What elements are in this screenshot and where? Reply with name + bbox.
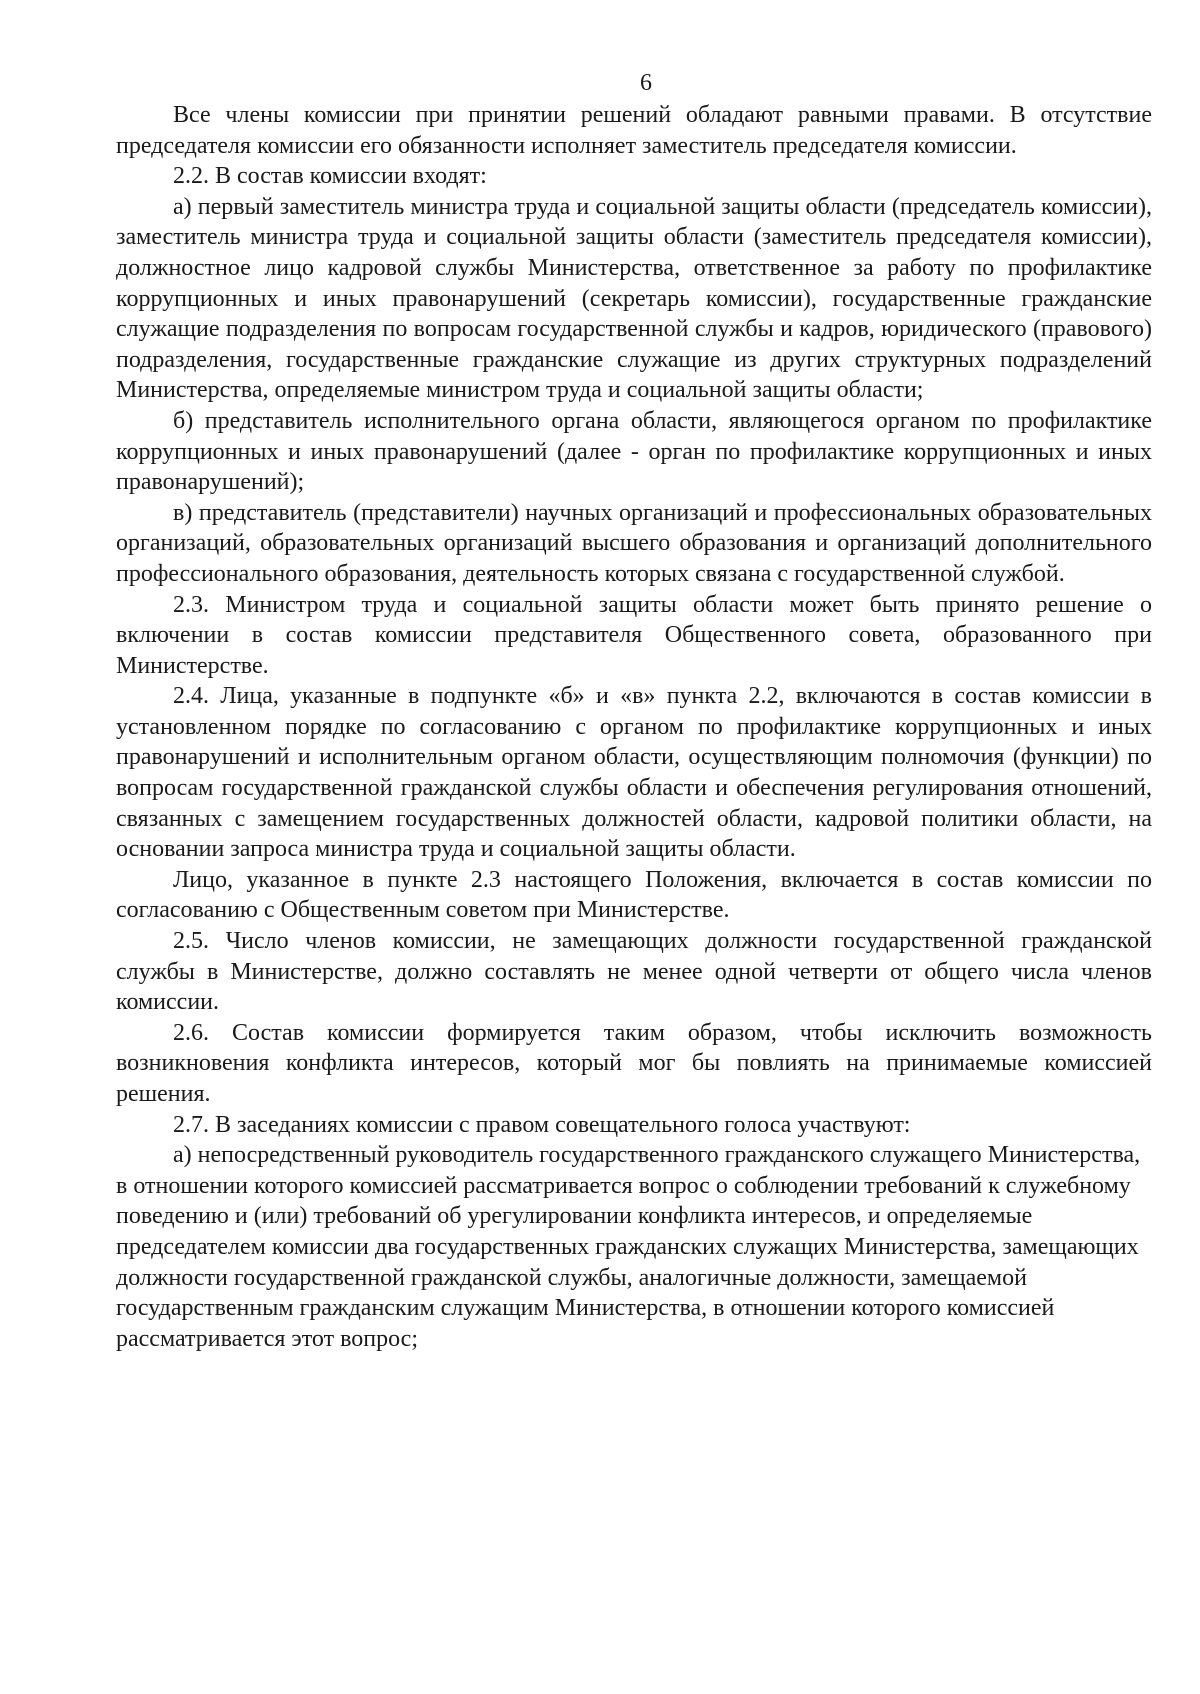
page-number: 6 — [640, 70, 652, 96]
paragraph-2-2-v: в) представитель (представители) научных организаций и профессиональных образовательных организаций, образовательных организаций высшего образования и организаций дополнительного профессионального образования, деятельность которых связана с государственной службой. — [116, 499, 1152, 587]
paragraph-2-2: 2.2. В состав комиссии входят: — [173, 163, 487, 190]
paragraph-2-3: 2.3. Министром труда и социальной защиты области может быть принято решение о включении в состав комиссии представителя Общественного совета, образованного при Министерстве. — [116, 591, 1152, 679]
paragraph-2-7-a: а) непосредственный руководитель государственного гражданского служащего Министерства, в отношении которого комиссией рассматривается вопрос о соблюдении требований к служебному поведению и (или) требований об урегулировании конфликта интересов, и определяемые председателем комиссии два государственных гражданских служащих Министерства, замещающих должности государственной гражданской службы, аналогичные должности, замещаемой государственным гражданским служащим Министерства, в отношении которого комиссией рассматривается этот вопрос; — [116, 1142, 1141, 1352]
paragraph-equal-rights: Все члены комиссии при принятии решений обладают равными правами. В отсутствие председателя комиссии его обязанности исполняет заместитель председателя комиссии. — [116, 102, 1152, 159]
paragraph-2-4: 2.4. Лица, указанные в подпункте «б» и «в» пункта 2.2, включаются в состав комиссии в установленном порядке по согласованию с органом по профилактике коррупционных и иных правонарушений и исполнительным органом области, осуществляющим полномочия (функции) по вопросам государственной гражданской службы области и обеспечения регулирования отношений, связанных с замещением государственных должностей области, кадровой политики области, на основании запроса министра труда и социальной защиты области. — [116, 683, 1152, 863]
paragraph-2-2-b: б) представитель исполнительного органа области, являющегося органом по профилактике коррупционных и иных правонарушений (далее - орган по профилактике коррупционных и иных правонарушений); — [116, 407, 1152, 496]
paragraph-2-6: 2.6. Состав комиссии формируется таким образом, чтобы исключить возможность возникновения конфликта интересов, который мог бы повлиять на принимаемые комиссией решения. — [116, 1019, 1152, 1107]
paragraph-2-7: 2.7. В заседаниях комиссии с правом совещательного голоса участвуют: — [173, 1111, 911, 1138]
paragraph-2-4-public-council: Лицо, указанное в пункте 2.3 настоящего Положения, включается в состав комиссии по согласованию с Общественным советом при Министерстве. — [116, 866, 1152, 924]
paragraph-2-5: 2.5. Число членов комиссии, не замещающих должности государственной гражданской службы в Министерстве, должно составлять не менее одной четверти от общего числа членов комиссии. — [116, 928, 1152, 1016]
paragraph-2-2-a: а) первый заместитель министра труда и социальной защиты области (председатель комиссии), заместитель министра труда и социальной защиты области (заместитель председателя комиссии), должностное лицо кадровой службы Министерства, ответственное за работу по профилактике коррупционных и иных правонарушений (секретарь комиссии), государственные гражданские служащие подразделения по вопросам государственной службы и кадров, юридического (правового) подразделения, государственные гражданские служащие из других структурных подразделений Министерства, определяемые министром труда и социальной защиты области; — [116, 193, 1152, 404]
